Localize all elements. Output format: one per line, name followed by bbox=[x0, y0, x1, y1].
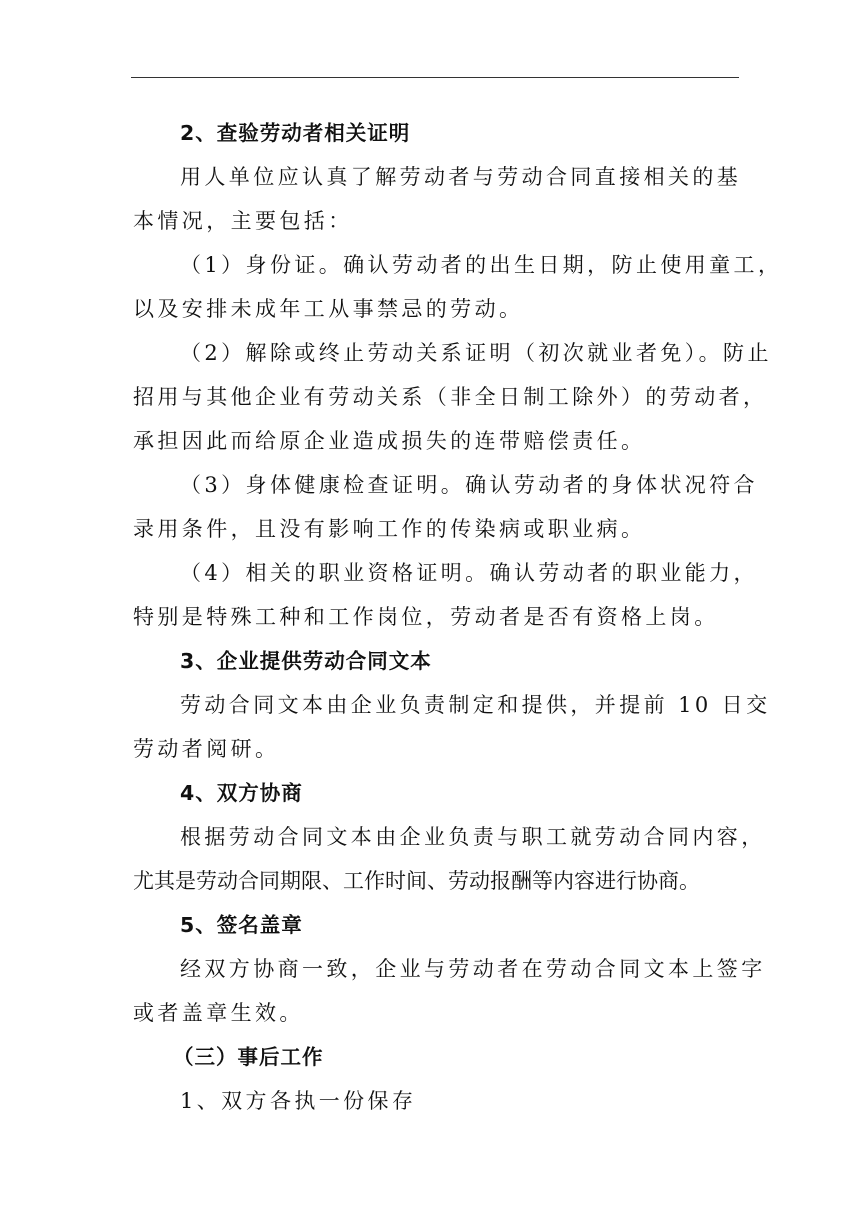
section-heading-contract-text: 3、企业提供劳动合同文本 bbox=[180, 649, 432, 673]
paragraph-line: 本情况，主要包括： bbox=[133, 209, 353, 233]
paragraph-line: 以及安排未成年工从事禁忌的劳动。 bbox=[133, 297, 524, 321]
list-item-termination-proof: （2）解除或终止劳动关系证明（初次就业者免）。防止 bbox=[180, 341, 772, 365]
paragraph-line: 尤其是劳动合同期限、工作时间、劳动报酬等内容进行协商。 bbox=[133, 869, 700, 893]
section-heading-signature: 5、签名盖章 bbox=[180, 913, 303, 937]
list-item-health-certificate: （3）身体健康检查证明。确认劳动者的身体状况符合 bbox=[180, 473, 758, 497]
paragraph-line: 劳动者阅研。 bbox=[133, 737, 280, 761]
paragraph-line: 承担因此而给原企业造成损失的连带赔偿责任。 bbox=[133, 429, 646, 453]
section-heading-followup: （三）事后工作 bbox=[173, 1045, 324, 1069]
paragraph-line: 用人单位应认真了解劳动者与劳动合同直接相关的基 bbox=[180, 165, 742, 189]
paragraph-line: 劳动合同文本由企业负责制定和提供，并提前 10 日交 bbox=[180, 693, 771, 717]
header-rule bbox=[131, 77, 739, 78]
paragraph-line: 或者盖章生效。 bbox=[133, 1001, 304, 1025]
paragraph-line: 特别是特殊工种和工作岗位，劳动者是否有资格上岗。 bbox=[133, 605, 719, 629]
list-item-qualification: （4）相关的职业资格证明。确认劳动者的职业能力， bbox=[180, 561, 758, 585]
paragraph-line: 经双方协商一致，企业与劳动者在劳动合同文本上签字 bbox=[180, 957, 766, 981]
paragraph-line: 录用条件，且没有影响工作的传染病或职业病。 bbox=[133, 517, 646, 541]
document-body bbox=[133, 111, 783, 1123]
paragraph-line: 招用与其他企业有劳动关系（非全日制工除外）的劳动者， bbox=[133, 385, 768, 409]
section-heading-negotiation: 4、双方协商 bbox=[180, 781, 303, 805]
list-item-id-card: （1）身份证。确认劳动者的出生日期，防止使用童工， bbox=[180, 253, 783, 277]
paragraph-line: 根据劳动合同文本由企业负责与职工就劳动合同内容， bbox=[180, 825, 766, 849]
section-heading-check-certificates: 2、查验劳动者相关证明 bbox=[180, 121, 411, 145]
paragraph-line: 1、双方各执一份保存 bbox=[180, 1089, 417, 1113]
